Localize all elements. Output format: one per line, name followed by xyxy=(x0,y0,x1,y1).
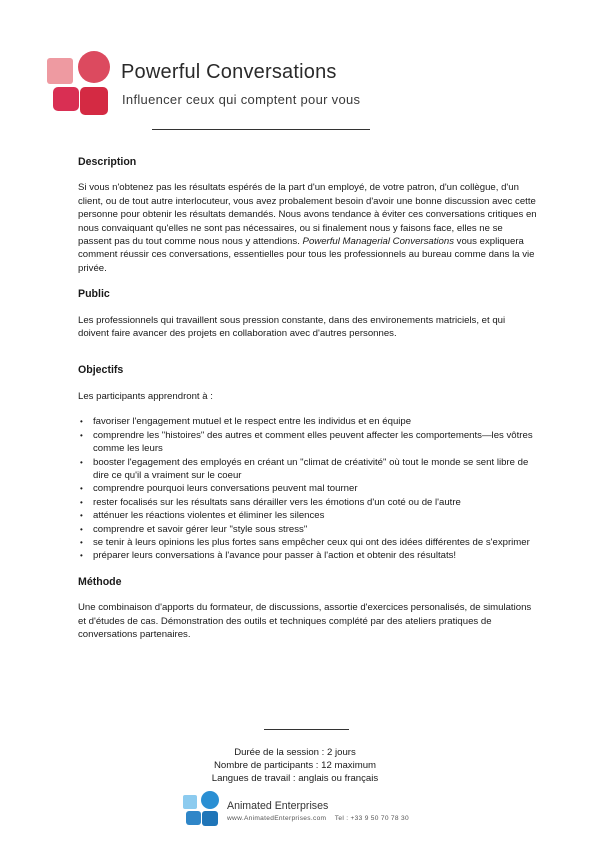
public-text: Les professionnels qui travaillent sous pression constante, dans des environements matriciels, et qui doivent faire avancer des projets en collaboration avec d'autres personnes. xyxy=(78,314,506,340)
company-name: Animated Enterprises xyxy=(227,800,329,812)
list-item: • favoriser l'engagement mutuel et le respect entre les individus et en équipe xyxy=(78,415,538,428)
description-text xyxy=(78,181,538,275)
objectifs-list xyxy=(78,415,538,562)
list-item: • se tenir à leurs opinions les plus fortes sans empêcher ceux qui ont des idées différentes de s'exprimer xyxy=(78,536,538,549)
methode-text: Une combinaison d'apports du formateur, de discussions, assortie d'exercices personalisés, de simulations et d'études de cas. Démonstration des outils et techniques complété par des ateliers pratiques de conversations partenaires. xyxy=(78,602,532,640)
header-divider xyxy=(152,129,370,130)
methode-section xyxy=(78,576,538,642)
session-participants: Nombre de participants : 12 maximum xyxy=(213,760,377,771)
description-section xyxy=(78,156,538,275)
footer-divider xyxy=(264,729,349,730)
description-emphasis: Powerful Managerial Conversations xyxy=(302,236,454,248)
objectifs-heading: Objectifs xyxy=(78,364,124,377)
list-item: • rester focalisés sur les résultats sans dérailler vers les émotions d'un coté ou de l'autre xyxy=(78,496,538,509)
company-contact: www.AnimatedEnterprises.com Tel : +33 9 50 70 78 30 xyxy=(227,815,409,822)
list-item: • comprendre les "histoires" des autres et comment elles peuvent affecter les comportements—les vôtres comme les leurs xyxy=(78,429,538,456)
objectifs-intro: Les participants apprendront à : xyxy=(78,390,213,402)
page-subtitle: Influencer ceux qui comptent pour vous xyxy=(122,92,361,107)
powerful-conversations-logo xyxy=(46,50,110,116)
description-text-before: Si vous n'obtenez pas les résultats espérés de la part d'un employé, de votre patron, d'un collègue, d'un client, ou de tout autre interlocuteur, vous avez probalement besoin d'avoir une bonne discussion avec cette personne pour obtenir les résultats demandés. Nous avons tendance à éviter ces conversations critiques en nous convaiquant qu'elles ne sont pas nécessaires, ou si finalement nous y faisons face, elles ne se passent pas du tout comme nous nous y attendions. xyxy=(78,182,537,248)
description-text-after: vous expliquera comment réussir ces conversations, essentielles pour tous les professionnels au bureau comme dans la vie privée. xyxy=(78,236,535,274)
page-title: Powerful Conversations xyxy=(121,61,337,83)
list-item: • préparer leurs conversations à l'avance pour passer à l'action et obtenir des résultats! xyxy=(78,549,538,562)
animated-enterprises-logo xyxy=(183,791,219,827)
session-duration: Durée de la session : 2 jours xyxy=(234,747,356,758)
list-item: • comprendre pourquoi leurs conversations peuvent mal tourner xyxy=(78,482,538,495)
list-item: • booster l'egagement des employés en créant un "climat de créativité" où tout le monde se sent libre de dire ce qu'il a vraiment sur le coeur xyxy=(78,456,538,483)
methode-heading: Méthode xyxy=(78,575,122,588)
public-heading: Public xyxy=(78,288,110,301)
public-section xyxy=(78,288,538,340)
main-content xyxy=(78,156,538,641)
list-item: • atténuer les réactions violentes et éliminer les silences xyxy=(78,509,538,522)
session-info xyxy=(150,746,440,785)
description-heading: Description xyxy=(78,156,137,168)
list-item: • comprendre et savoir gérer leur "style sous stress" xyxy=(78,523,538,536)
session-languages: Langues de travail : anglais ou français xyxy=(211,773,379,784)
objectifs-section xyxy=(78,364,538,562)
